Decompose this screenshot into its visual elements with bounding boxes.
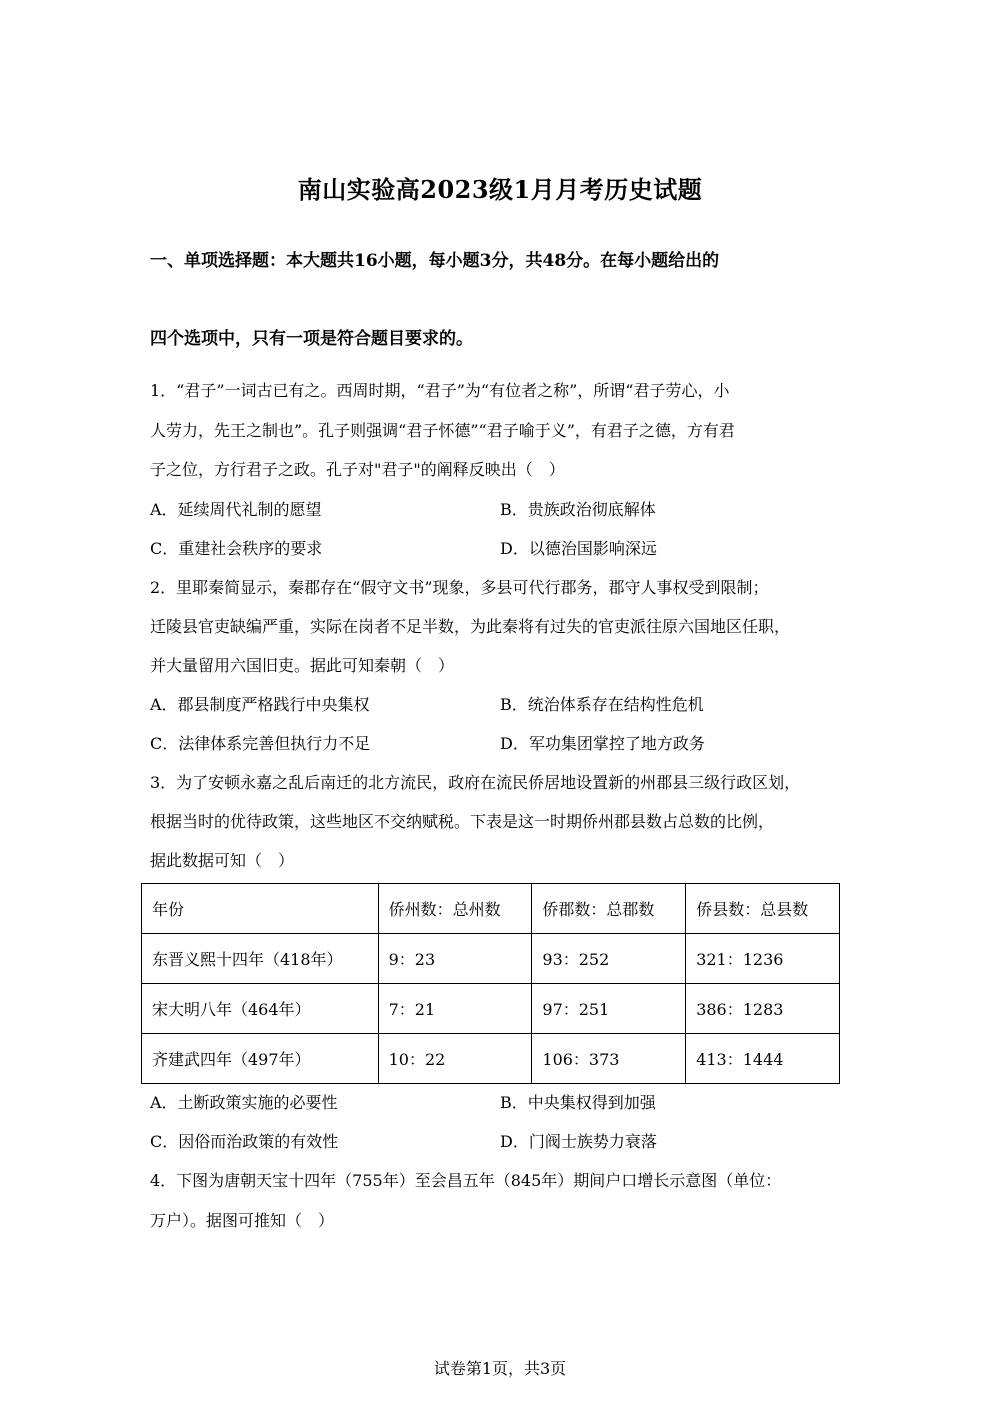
question-2-text-line: 并大量留用六国旧吏。据此可知秦朝（ ） bbox=[150, 656, 455, 675]
table-row bbox=[142, 1034, 840, 1084]
question-3-option-a: A．土断政策实施的必要性 bbox=[150, 1093, 338, 1112]
question-2-option-a: A．郡县制度严格践行中央集权 bbox=[150, 695, 370, 714]
question-2-text-line: 2．里耶秦简显示，秦郡存在“假守文书”现象，多县可代行郡务，郡守人事权受到限制； bbox=[150, 578, 769, 597]
question-4-text-line: 4．下图为唐朝天宝十四年（755年）至会昌五年（845年）期间户口增长示意图（单位： bbox=[150, 1171, 782, 1190]
question-4-text-line: 万户）。据图可推知（ ） bbox=[150, 1211, 335, 1230]
question-2-text-line: 迁陵县官吏缺编严重，实际在岗者不足半数，为此秦将有过失的官吏派往原六国地区任职， bbox=[150, 617, 791, 636]
question-1-option-d: D．以德治国影响深远 bbox=[500, 539, 657, 558]
table-cell: 386：1283 bbox=[686, 984, 840, 1034]
question-1-text-line: 人劳力，先王之制也”。孔子则强调“君子怀德”“君子喻于义”，有君子之德，方有君 bbox=[150, 421, 735, 440]
question-2-option-b: B．统治体系存在结构性危机 bbox=[500, 695, 704, 714]
table-header-cell: 侨县数：总县数 bbox=[686, 884, 840, 934]
table-cell: 东晋义熙十四年（418年） bbox=[142, 934, 379, 984]
question-3-option-d: D．门阀士族势力衰落 bbox=[500, 1132, 657, 1151]
table-header-cell: 年份 bbox=[142, 884, 379, 934]
ratio-table bbox=[141, 883, 840, 1084]
question-3-option-c: C．因俗而治政策的有效性 bbox=[150, 1132, 339, 1151]
table-header-cell: 侨郡数：总郡数 bbox=[532, 884, 686, 934]
question-1-option-c: C．重建社会秩序的要求 bbox=[150, 539, 323, 558]
table-cell: 413：1444 bbox=[686, 1034, 840, 1084]
question-1-option-a: A．延续周代礼制的愿望 bbox=[150, 500, 322, 519]
question-2-option-c: C．法律体系完善但执行力不足 bbox=[150, 734, 371, 753]
question-3-text-line: 据此数据可知（ ） bbox=[150, 851, 295, 870]
table-cell: 106：373 bbox=[532, 1034, 686, 1084]
exam-title: 南山实验高2023级1月月考历史试题 bbox=[297, 175, 703, 204]
page-footer: 试卷第1页，共3页 bbox=[433, 1359, 567, 1378]
question-1-option-b: B．贵族政治彻底解体 bbox=[500, 500, 656, 519]
table-cell: 10：22 bbox=[378, 1034, 532, 1084]
table-cell: 321：1236 bbox=[686, 934, 840, 984]
table-cell: 宋大明八年（464年） bbox=[142, 984, 379, 1034]
table-cell: 93：252 bbox=[532, 934, 686, 984]
question-3-text-line: 3．为了安顿永嘉之乱后南迁的北方流民，政府在流民侨居地设置新的州郡县三级行政区划， bbox=[150, 773, 801, 792]
question-3-option-b: B．中央集权得到加强 bbox=[500, 1093, 656, 1112]
table-cell: 齐建武四年（497年） bbox=[142, 1034, 379, 1084]
table-cell: 7：21 bbox=[378, 984, 532, 1034]
table-header-row bbox=[142, 884, 840, 934]
question-3-text-line: 根据当时的优待政策，这些地区不交纳赋税。下表是这一时期侨州郡县数占总数的比例， bbox=[150, 812, 775, 831]
section-heading-line-1: 一、单项选择题：本大题共16小题，每小题3分，共48分。在每小题给出的 bbox=[150, 251, 720, 271]
table-cell: 97：251 bbox=[532, 984, 686, 1034]
question-1-text-line: 1．“君子”一词古已有之。西周时期，“君子”为“有位者之称”，所谓“君子劳心，小 bbox=[150, 381, 730, 400]
table-row bbox=[142, 984, 840, 1034]
section-heading-line-2: 四个选项中，只有一项是符合题目要求的。 bbox=[150, 329, 473, 349]
table-header-cell: 侨州数：总州数 bbox=[378, 884, 532, 934]
table-cell: 9：23 bbox=[378, 934, 532, 984]
question-2-option-d: D．军功集团掌控了地方政务 bbox=[500, 734, 705, 753]
table-row bbox=[142, 934, 840, 984]
question-1-text-line: 子之位，方行君子之政。孔子对"君子"的阐释反映出（ ） bbox=[150, 460, 565, 479]
